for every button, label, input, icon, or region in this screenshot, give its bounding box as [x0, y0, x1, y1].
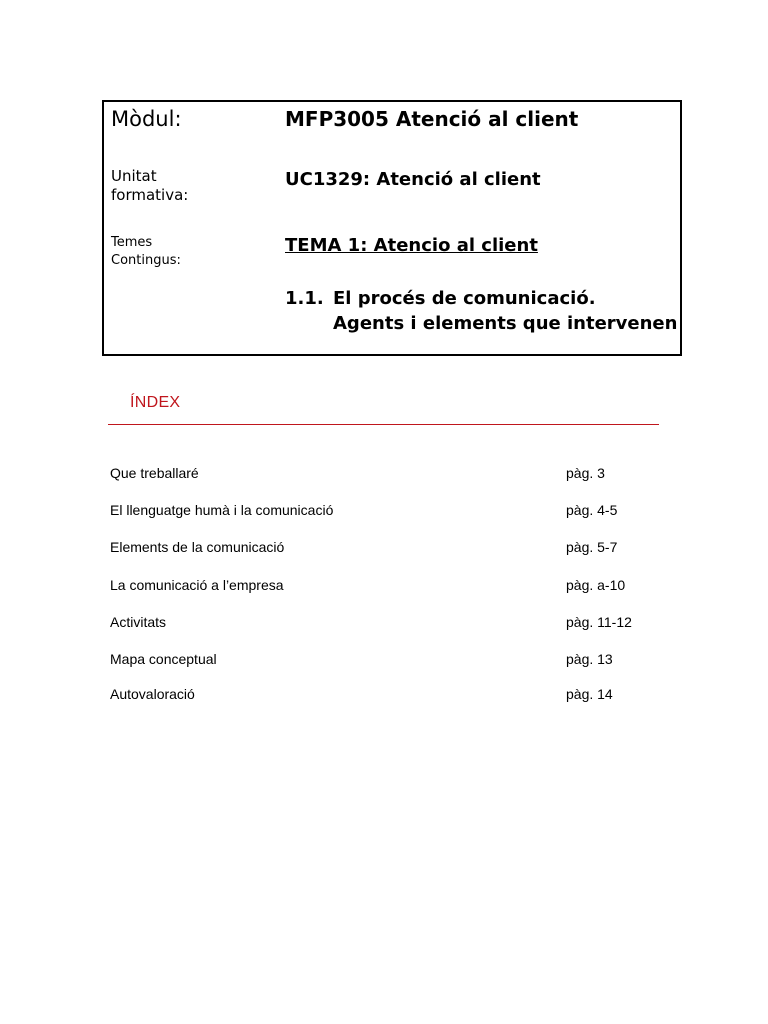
course-header-box: [102, 100, 682, 356]
index-divider: [108, 424, 659, 425]
unit-label: [111, 167, 188, 205]
subtopic-line2: Agents i elements que intervenen: [333, 313, 678, 334]
toc-entry-label: Autovaloració: [110, 686, 195, 702]
toc-entry-page: pàg. 14: [566, 686, 613, 702]
unit-label-line2: formativa:: [111, 186, 189, 204]
index-title: ÍNDEX: [130, 394, 181, 411]
unit-value: UC1329: Atenció al client: [285, 169, 541, 190]
module-label: Mòdul:: [111, 107, 182, 131]
toc-entry-page: pàg. 5-7: [566, 539, 618, 555]
toc-entry-label: Mapa conceptual: [110, 651, 217, 667]
toc-row[interactable]: [110, 614, 670, 634]
toc-entry-label: Activitats: [110, 614, 167, 630]
toc-entry-page: pàg. 13: [566, 651, 613, 667]
toc-entry-label: Que treballaré: [110, 465, 199, 481]
subtopic-line1: El procés de comunicació.: [333, 288, 596, 309]
module-value: MFP3005 Atenció al client: [285, 107, 579, 131]
topic-value: TEMA 1: Atencio al client: [285, 235, 538, 256]
toc-row[interactable]: [110, 651, 670, 671]
subtopic-number: 1.1.: [285, 288, 324, 309]
toc-entry-label: Elements de la comunicació: [110, 539, 285, 555]
toc-entry-page: pàg. a-10: [566, 577, 626, 593]
toc-entry-page: pàg. 3: [566, 465, 605, 481]
toc-entry-label: La comunicació a l’empresa: [110, 577, 284, 593]
toc-row[interactable]: [110, 577, 670, 597]
toc-entry-page: pàg. 11-12: [566, 614, 632, 630]
topics-label: [111, 234, 181, 270]
subtopic-heading: [285, 286, 677, 336]
toc-row[interactable]: [110, 465, 670, 485]
topics-label-line1: Temes: [111, 235, 153, 250]
toc-entry-page: pàg. 4-5: [566, 502, 618, 518]
toc-row[interactable]: [110, 502, 670, 522]
topics-label-line2: Contingus:: [111, 253, 181, 268]
unit-label-line1: Unitat: [111, 167, 157, 185]
toc-row[interactable]: [110, 539, 670, 559]
toc-row[interactable]: [110, 686, 670, 706]
toc-entry-label: El llenguatge humà i la comunicació: [110, 502, 334, 518]
